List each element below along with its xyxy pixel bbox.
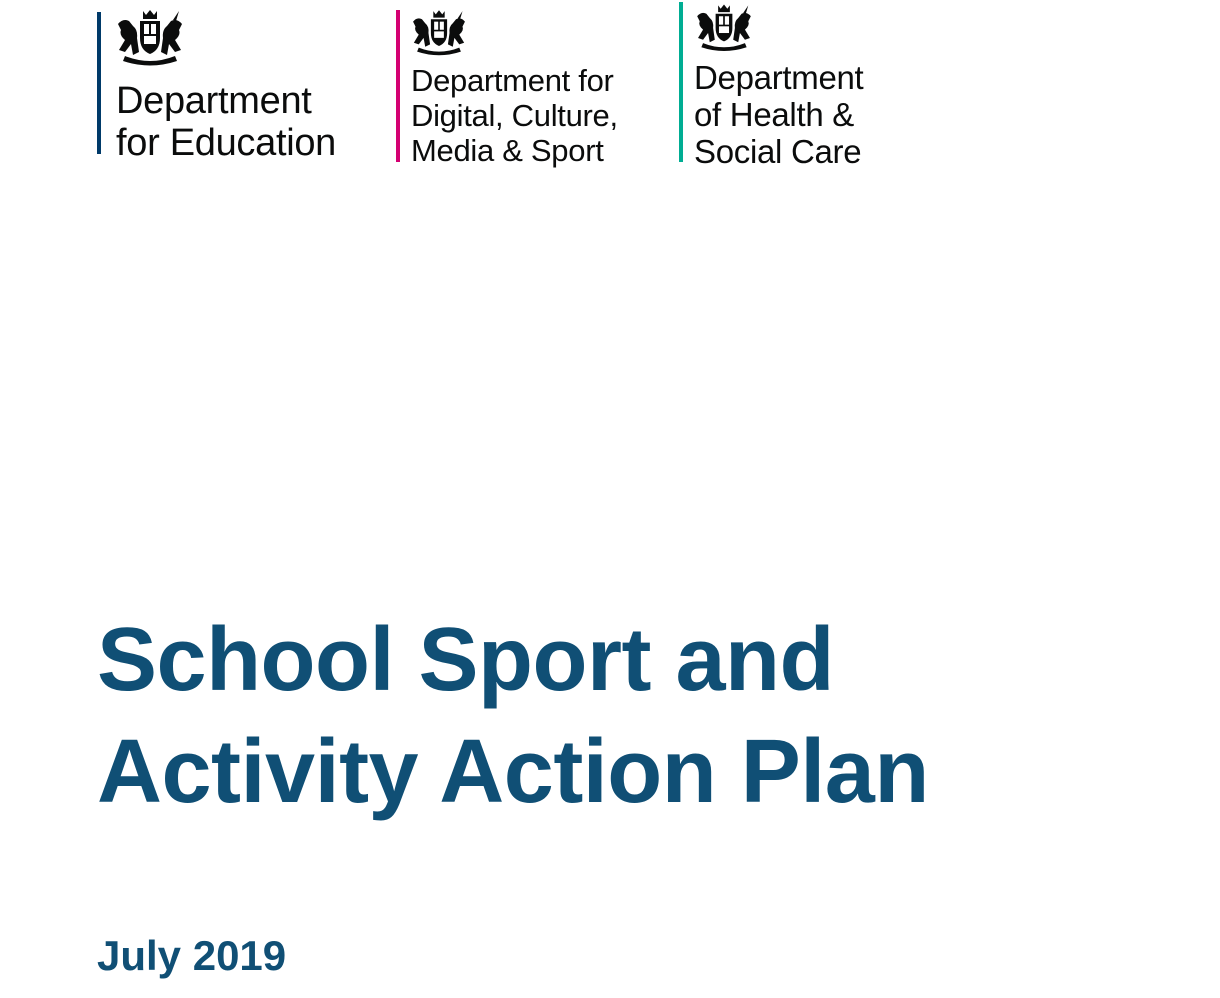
document-title [97, 604, 929, 828]
dcms-name-line: Digital, Culture, [411, 98, 618, 133]
dfe-department-name [116, 80, 336, 164]
royal-coat-of-arms-icon [113, 8, 187, 68]
dcms-name-line: Department for [411, 63, 614, 98]
dfe-name-line: Department [116, 80, 312, 122]
dfe-name-line: for Education [116, 122, 337, 164]
royal-coat-of-arms-icon [693, 2, 755, 54]
royal-coat-of-arms-icon [409, 8, 469, 58]
dcms-department-name [411, 63, 618, 168]
document-title-line: School Sport and [97, 610, 835, 710]
dhsc-name-line: of Health & [694, 96, 854, 133]
document-title-line: Activity Action Plan [97, 722, 929, 822]
dfe-logo-rule [97, 12, 101, 154]
dhsc-department-name [694, 59, 863, 170]
dhsc-logo-rule [679, 2, 683, 162]
dcms-logo-rule [396, 10, 400, 162]
dhsc-name-line: Department [694, 59, 864, 96]
publication-date: July 2019 [97, 932, 287, 979]
dhsc-name-line: Social Care [694, 133, 862, 170]
dcms-name-line: Media & Sport [411, 133, 604, 168]
